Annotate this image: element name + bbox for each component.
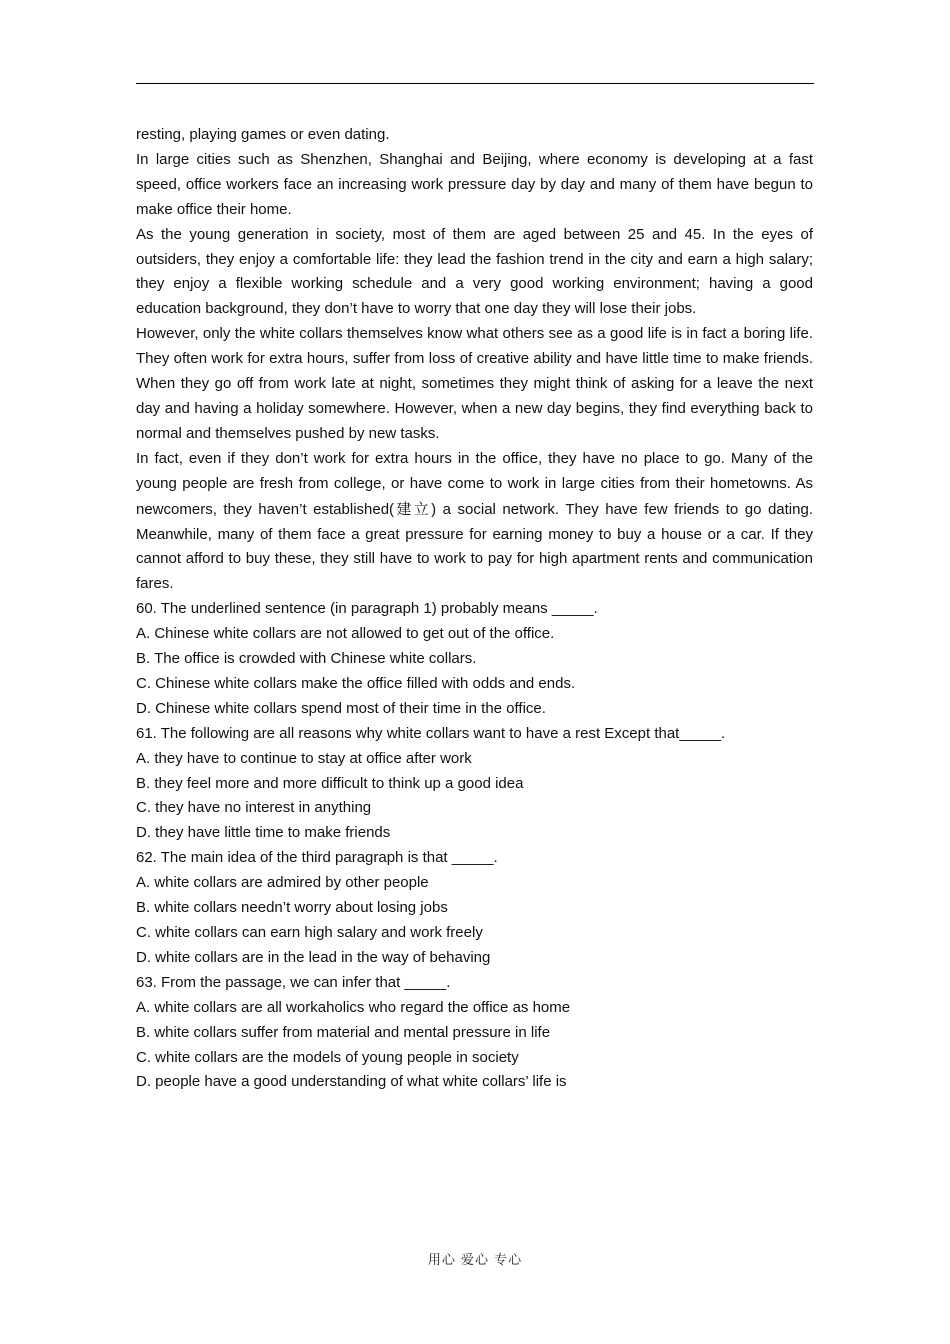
question-63 xyxy=(136,971,813,1096)
paragraph-4-text-b: ) a social network. They have few friends to go dating. Meanwhile, many of them face a great pressure for earning money to buy a house or a car. If they cannot afford to buy these, they still have to work to pay for high apartment rents and communication fares. xyxy=(136,500,813,593)
passage-paragraph-1: In large cities such as Shenzhen, Shanghai and Beijing, where economy is developing at a fast speed, office workers face an increasing work pressure day by day and many of them have begun to make office their home. xyxy=(136,150,813,218)
page-content xyxy=(136,123,813,1095)
question-stem: 61. The following are all reasons why white collars want to have a rest Except that_____. xyxy=(136,724,726,742)
option-a: A. they have to continue to stay at office after work xyxy=(136,749,472,767)
question-stem: 60. The underlined sentence (in paragraph 1) probably means _____. xyxy=(136,600,598,618)
option-c: C. white collars can earn high salary and work freely xyxy=(136,924,483,941)
paragraph-4-text-a: In fact, even if they don’t work for extra hours in the office, they have no place to go. Many of the young people are fresh from college, or have come to work in large cities from their hometowns. As newcomers, they haven’t established( xyxy=(136,449,813,518)
option-d: D. Chinese white collars spend most of their time in the office. xyxy=(136,699,546,717)
question-stem: 63. From the passage, we can infer that _____. xyxy=(136,973,451,991)
option-a: A. white collars are admired by other people xyxy=(136,874,429,892)
option-b: B. white collars needn’t worry about losing jobs xyxy=(136,899,448,917)
option-b: B. white collars suffer from material and mental pressure in life xyxy=(136,1023,551,1041)
option-c: C. white collars are the models of young people in society xyxy=(136,1048,519,1066)
option-a: A. white collars are all workaholics who regard the office as home xyxy=(136,998,571,1016)
option-c: C. they have no interest in anything xyxy=(136,799,372,817)
question-stem: 62. The main idea of the third paragraph is that _____. xyxy=(136,849,498,867)
option-a: A. Chinese white collars are not allowed to get out of the office. xyxy=(136,625,555,643)
chinese-gloss: 建立 xyxy=(394,499,432,518)
question-60 xyxy=(136,597,813,722)
question-62 xyxy=(136,846,813,971)
option-d: D. they have little time to make friends xyxy=(136,824,391,842)
passage-paragraph-2: As the young generation in society, most of them are aged between 25 and 45. In the eyes of outsiders, they enjoy a comfortable life: they lead the fashion trend in the city and earn a high salary; they enjoy a flexible working schedule and a very good working environment; having a good education background, they don’t have to worry that one day they will lose their jobs. xyxy=(136,225,813,318)
passage-paragraph-3: However, only the white collars themselves know what others see as a good life is in fact a boring life. They often work for extra hours, suffer from loss of creative ability and have little time to make friends. When they go off from work late at night, sometimes they might think of asking for a leave the next day and having a holiday somewhere. However, when a new day begins, they find everything back to normal and themselves pushed by new tasks. xyxy=(136,325,813,442)
page-footer: 用心 爱心 专心 xyxy=(427,1253,523,1268)
option-b: B. they feel more and more difficult to think up a good idea xyxy=(136,774,524,792)
question-61 xyxy=(136,722,813,847)
option-c: C. Chinese white collars make the office filled with odds and ends. xyxy=(136,674,576,692)
option-b: B. The office is crowded with Chinese white collars. xyxy=(136,650,477,668)
option-d: D. white collars are in the lead in the way of behaving xyxy=(136,948,491,966)
passage-paragraph-0: resting, playing games or even dating. xyxy=(136,126,390,143)
header-rule xyxy=(136,83,814,84)
option-d: D. people have a good understanding of what white collars’ life is xyxy=(136,1073,567,1091)
passage-paragraph-4 xyxy=(136,447,813,597)
